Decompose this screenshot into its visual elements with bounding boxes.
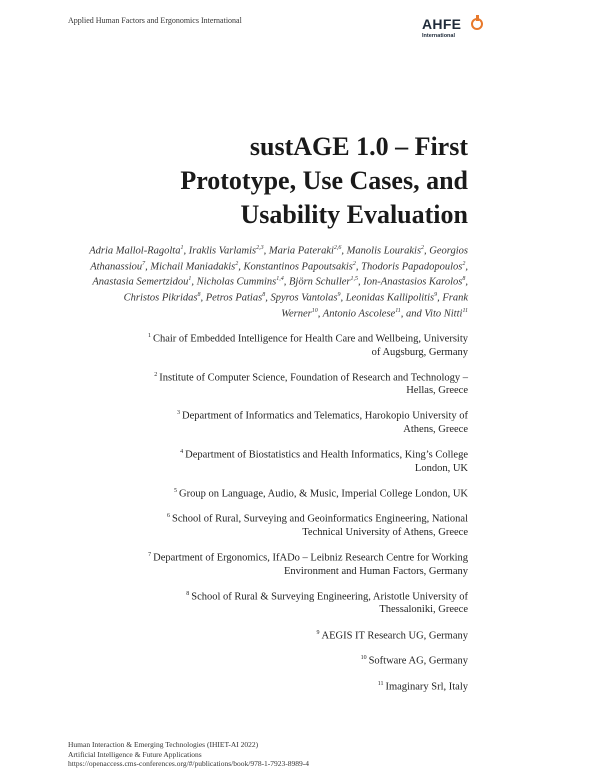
affiliation-text: Department of Biostatistics and Health Informatics, King’s College [185,449,468,461]
author-affiliation-marker: 8 [197,292,201,299]
title-line: Prototype, Use Cases, and [180,166,468,195]
affiliation-text: Technical University of Athens, Greece [302,526,468,538]
author-name: Spyros Vantolas [270,292,338,304]
author-name: Konstantinos Papoutsakis [243,261,353,273]
footer-line: Human Interaction & Emerging Technologies (IHIET-AI 2022) [68,740,259,749]
author-affiliation-marker: 1 [188,276,192,283]
affiliation-number: 8 [186,590,190,597]
affiliation-item [98,330,468,359]
affiliation-item [98,510,468,539]
author-affiliation-marker: 2,6 [333,245,342,251]
affiliation-text: London, UK [414,462,468,474]
affiliation-number: 5 [174,487,177,494]
author-affiliation-marker: 2 [235,260,239,267]
affiliation-text: Imaginary Srl, Italy [385,681,468,693]
author-affiliation-marker: 9 [434,292,438,299]
affiliation-item [98,369,468,398]
logo-subtitle: International [422,33,456,39]
title-line: Usability Evaluation [240,200,468,229]
affiliation-text: AEGIS IT Research UG, Germany [321,630,468,641]
author-affiliation-marker: 8 [262,292,266,299]
running-header: Applied Human Factors and Ergonomics International [68,16,242,25]
author-affiliation-marker: 11 [462,307,468,314]
author-name: Nicholas Cummins [196,276,277,288]
affiliation-text: Group on Language, Audio, & Music, Imperial College London, UK [179,488,468,500]
author-name: Vito Nitti [424,308,463,320]
author-name: Manolis Lourakis [346,245,422,257]
affiliation-text: School of Rural, Surveying and Geoinformatics Engineering, National [172,513,468,525]
author-name: Anastasia Semertzidou [92,276,189,288]
affiliation-text: Athens, Greece [403,423,468,435]
author-affiliation-marker: 10 [311,307,318,314]
affiliation-text: Hellas, Greece [406,385,468,397]
author-list: Adria Mallol-Ragolta$^1$, Iraklis Varlamis$^{2,3}$, Maria Pateraki$^{2,6}$, Manolis Lourakis$^2$, Georgios Athanassiou$^7$, Michail Maniadakis$^2$, Konstantinos Papoutsakis$^2$, Thodoris Papadopoulos$^2$, Anastasia Semertzidou$^1$, Nicholas Cummins$^{1,4}$, Björn Schuller$^{1,5}$, Ion-Anastasios Karolos$^8$, Christos Pikridas$^8$, Petros Patias$^8$, Spyros Vantolas$^9$, Leonidas Kallipolitis$^9$, Frank Werner$^{10}$, Antonio Ascolese$^{11}$, and Vito Nitti$^{11}$ [89,245,468,320]
footer-line: Artificial Intelligence & Future Applications [68,749,202,759]
author-affiliation-marker: 1,5 [350,276,359,283]
logo-wordmark: AHFE [422,16,462,32]
affiliation-text: Chair of Embedded Intelligence for Health Care and Wellbeing, University [152,333,468,345]
affiliation-item [98,549,468,578]
author-name: Michail Maniadakis [150,261,236,273]
affiliation-item [98,627,468,643]
author-affiliation-marker: 1,4 [276,276,284,283]
affiliation-number: 11 [377,680,384,687]
affiliation-text: Software AG, Germany [368,655,468,667]
affiliation-item [98,407,468,436]
author-affiliation-marker: 2,3 [256,245,264,251]
affiliation-item [98,678,468,694]
author-affiliation-marker: 2 [352,260,356,267]
author-affiliation-marker: 7 [142,260,146,267]
paper-title [108,130,468,232]
affiliation-number: 7 [148,552,152,559]
author-affiliation-marker: 1 [180,245,184,251]
affiliation-number: 1 [147,333,151,339]
affiliation-number: 4 [180,449,184,456]
author-affiliation-marker: 2 [462,260,466,267]
title-line: sustAGE 1.0 – First [249,132,468,161]
affiliation-list [98,330,468,704]
logo-ring-icon [471,18,483,30]
affiliation-text: Environment and Human Factors, Germany [284,565,468,577]
author-affiliation-marker: 11 [395,307,401,314]
affiliation-item [98,652,468,668]
author-name: Adria Mallol-Ragolta [89,245,181,257]
affiliation-number: 2 [154,371,158,378]
author-name: Iraklis Varlamis [188,245,257,257]
author-name: Antonio Ascolese [322,308,396,320]
affiliation-text: School of Rural & Surveying Engineering, Aristotle University of [191,591,468,603]
author-name: Frank Werner [281,292,468,320]
author-affiliation-marker: 2 [421,245,425,251]
ahfe-logo [422,16,508,44]
author-name: Björn Schuller [288,276,351,288]
page-footer [68,740,309,769]
footer-line: https://openaccess.cms-conferences.org/#/publications/book/978-1-7923-8989-4 [68,759,310,768]
affiliation-number: 6 [167,513,171,520]
affiliation-item [98,446,468,475]
affiliation-text: Department of Informatics and Telematics, Harokopio University of [182,410,468,422]
affiliation-item [98,588,468,617]
author-affiliation-marker: 8 [462,276,466,283]
affiliation-text: Department of Ergonomics, IfADo – Leibniz Research Centre for Working [153,552,468,564]
author-name: Georgios Athanassiou [90,245,468,273]
author-affiliation-marker: 9 [337,292,341,299]
affiliation-number: 3 [177,410,180,417]
affiliation-text: Institute of Computer Science, Foundation of Research and Technology – [159,372,468,384]
author-name: Petros Patias [205,292,263,304]
author-name: Thodoris Papadopoulos [361,261,463,273]
affiliation-item [98,485,468,501]
author-name: Leonidas Kallipolitis [345,292,435,304]
author-name: Ion-Anastasios Karolos [363,276,463,288]
affiliation-text: Thessaloniki, Greece [379,604,468,616]
affiliation-number: 10 [360,655,367,662]
affiliation-text: of Augsburg, Germany [371,346,468,358]
author-name: Maria Pateraki [268,245,334,257]
author-name: Christos Pikridas [123,292,198,304]
affiliation-number: 9 [316,629,320,636]
